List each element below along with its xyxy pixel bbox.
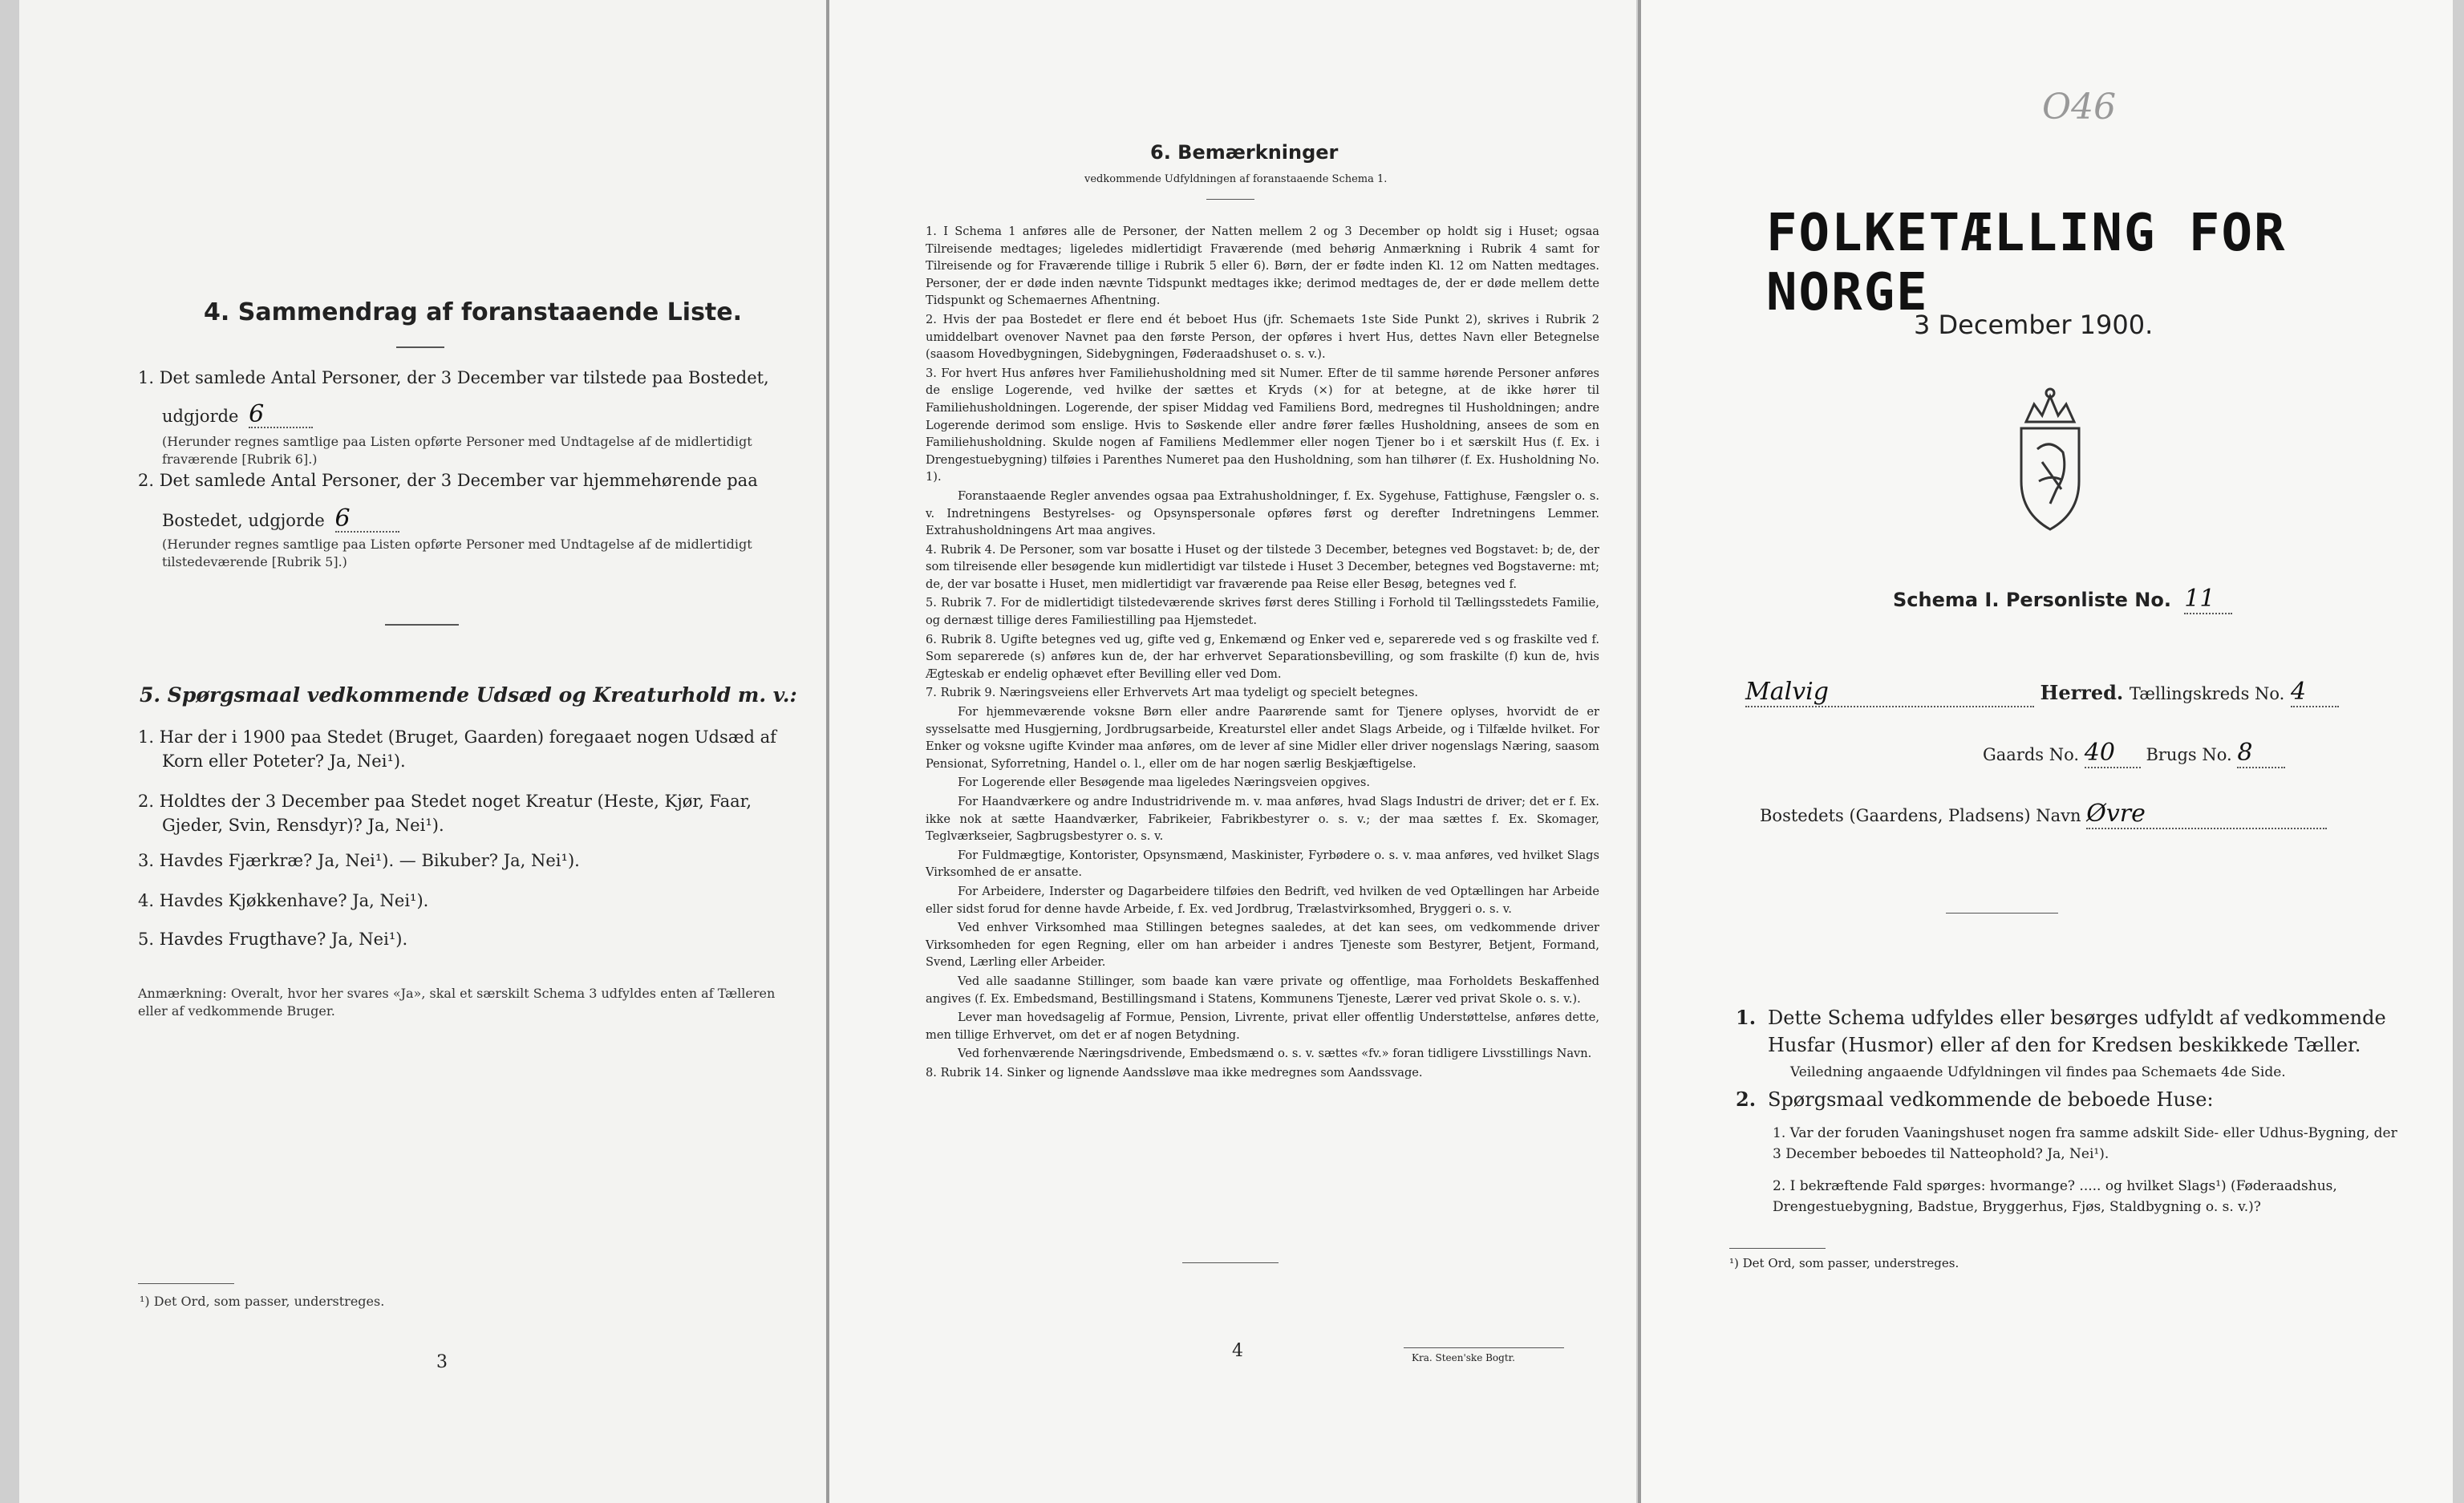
footnote: ¹) Det Ord, som passer, understreges. <box>140 1294 385 1309</box>
bosted-line <box>1760 800 2327 829</box>
s5-q1a: 1. Har der i 1900 paa Stedet (Bruget, Gaarden) foregaaet nogen Udsæd af <box>138 727 776 747</box>
note-7a: For hjemmeværende voksne Børn eller andre Paarørende samt for Tjenere oplyses, hvorvidt de er sysselsatte med Husgjerning, Jordbrugsarbeide, Kreaturstel eller andet Slags Arbeide, og i Tilfælde hvilket. For Enker og voksne ugifte Kvinder maa anføres, om de lever af sine Midler eller driver nogenslags Næring, saasom Pensionat, Syforretning, Handel o. l., eller om de har nogen særlig Beskjæftigelse. <box>926 705 1599 771</box>
note-7c: For Haandværkere og andre Industridrivende m. v. maa anføres, hvad Slags Industri de driver; det er f. Ex. ikke nok at sætte Haandværker, Fabrikeier, Fabrikbestyrer o. s. v.; der maa sættes f. Ex. Skomager, Teglværkseier, Sagbrugsbestyrer o. s. v. <box>926 795 1599 844</box>
form-title: FOLKETÆLLING FOR NORGE <box>1766 204 2287 322</box>
notes-body <box>926 223 1599 1084</box>
gaards-line <box>1983 739 2285 768</box>
anmaerkning: Anmærkning: Overalt, hvor her svares «Ja», skal et særskilt Schema 3 udfyldes enten af Tælleren eller af vedkommende Bruger. <box>138 986 776 1019</box>
kreds-value: 4 <box>2291 679 2339 707</box>
page-1 <box>1641 0 2453 1503</box>
instr2-q1: 1. Var der foruden Vaaningshuset nogen fra samme adskilt Side- eller Udhus-Bygning, der 3 December beboedes til Natteophold? Ja, Nei¹). <box>1773 1125 2397 1162</box>
divider <box>385 624 459 626</box>
brugs-value: 8 <box>2237 739 2285 768</box>
note-6: 6. Rubrik 8. Ugifte betegnes ved ug, gifte ved g, Enkemænd og Enker ved e, separerede ved s og fraskilte ved f. Som separerede (s) anføres kun de, der har erhvervet Separationsbevilling, og som fraskilte (f) kun de, hvis Ægteskab er endelig ophævet efter Bevilling eller ved Dom. <box>926 632 1599 681</box>
note-1: 1. I Schema 1 anføres alle de Personer, der Natten mellem 2 og 3 December op holdt sig i Huset; ogsaa Tilreisende medtages; ligeledes midlertidigt Fraværende (med behørig Anmærkning i Rubrik 4 samt for Tilreisende og for Fraværende tillige i Rubrik 5 eller 6). Børn, der er fødte inden Kl. 12 om Natten medtages. Personer, der er døde inden nævnte Tidspunkt medtages ikke; derimod medtages de, der er døde mellem dette Tidspunkt og Schemaernes Afhentning. <box>926 225 1599 308</box>
divider <box>1206 199 1254 200</box>
note-7h: Lever man hovedsagelig af Formue, Pension, Livrente, privat eller offentlig Understøttelse, anføres dette, men tillige Erhvervet, om det er af nogen Betydning. <box>926 1011 1599 1042</box>
q1-label: udgjorde <box>162 407 239 426</box>
note-3: 3. For hvert Hus anføres hver Familiehusholdning med sit Numer. Efter de til samme hørende Personer anføres de enslige Logerende, ved hvilke der sættes et Kryds (×) for at betegne, at de ikke hører til Familiehusholdningen. Logerende, der spiser Middag ved Familiens Bord, medregnes til Husholdningen; andre Logerende derimod som enslige. Hvis to Søskende eller andre fører fælles Husholdning, ansees de som en Familiehusholdning. Skulde nogen af Familiens Medlemmer eller nogen Tjener bo i et særskilt Hus (f. Ex. i Drengestuebygning) tilføies i Parenthes Numeret paa den Husholdning, som han tilhører (f. Ex. Husholdning No. 1). <box>926 366 1599 484</box>
notes-title: 6. Bemærkninger <box>1150 141 1339 164</box>
s5-q2b: Gjeder, Svin, Rensdyr)? Ja, Nei¹). <box>162 816 444 835</box>
note-3b: Foranstaaende Regler anvendes ogsaa paa Extrahusholdninger, f. Ex. Sygehuse, Fattighuse, Fængsler o. s. v. Indretningens Bestyrelses- og Opsynspersonale opføres først og derefter Indretningens Lemmer. Extrahusholdningens Art maa angives. <box>926 488 1599 538</box>
divider <box>1182 1262 1279 1263</box>
instr1-number: 1. <box>1736 1006 1757 1029</box>
q2-udgjorde <box>162 504 399 533</box>
s5-q1b: Korn eller Poteter? Ja, Nei¹). <box>162 752 406 771</box>
herred-label: Herred. <box>2040 681 2124 704</box>
printer-rule <box>1404 1347 1564 1348</box>
s5-q5: 5. Havdes Frugthave? Ja, Nei¹). <box>138 930 408 949</box>
footnote-rule <box>138 1283 234 1284</box>
note-2: 2. Hvis der paa Bostedet er flere end ét beboet Hus (jfr. Schemaets 1ste Side Punkt 2), skrives i Rubrik 2 umiddelbart ovenover Navnet paa den første Person, der opføres i hvert Hus, dettes Navn eller Betegnelse (saasom Hovedbygningen, Sidebygningen, Føderaadshuset o. s. v.). <box>926 312 1599 362</box>
q1-value: 6 <box>249 403 313 428</box>
footnote-rule <box>1729 1248 1826 1249</box>
instr2-text: Spørgsmaal vedkommende de beboede Huse: <box>1768 1088 2214 1111</box>
schema-text: Schema I. Personliste No. <box>1893 589 2171 611</box>
personliste-number: 11 <box>2184 585 2232 614</box>
kreds-label: Tællingskreds No. <box>2129 684 2285 703</box>
divider <box>396 346 444 348</box>
schema-label <box>1893 585 2232 614</box>
q1-udgjorde <box>162 400 313 428</box>
note-7b: For Logerende eller Besøgende maa ligeledes Næringsveien opgives. <box>958 776 1371 790</box>
instr1-text: Dette Schema udfyldes eller besørges udfyldt af vedkommende Husfar (Husmor) eller af den for Kredsen beskikkede Tæller. <box>1768 1007 2386 1056</box>
q2-value: 6 <box>335 507 399 533</box>
s5-q3: 3. Havdes Fjærkræ? Ja, Nei¹). — Bikuber? Ja, Nei¹). <box>138 851 580 870</box>
s5-q4: 4. Havdes Kjøkkenhave? Ja, Nei¹). <box>138 891 429 910</box>
s5-q2a: 2. Holdtes der 3 December paa Stedet noget Kreatur (Heste, Kjør, Faar, <box>138 792 752 811</box>
gaards-value: 40 <box>2085 739 2141 768</box>
census-date: 3 December 1900. <box>1914 310 2154 340</box>
herred-value: Malvig <box>1745 679 2034 707</box>
q2-text: 2. Det samlede Antal Personer, der 3 December var hjemmehørende paa <box>138 471 758 490</box>
note-7g: Ved alle saadanne Stillinger, som baade kan være private og offentlige, maa Forholdets Beskaffenhed angives (f. Ex. Embedsmand, Bestillingsmand i Statens, Kommunens Tjeneste, Lærer ved privat Skole o. s. v.). <box>926 974 1599 1006</box>
note-7f: Ved enhver Virksomhed maa Stillingen betegnes saaledes, at det kan sees, om vedkommende driver Virksomheden for egen Regning, eller om han arbeider i andres Tjeneste som Bestyrer, Betjent, Formand, Svend, Lærling eller Arbeider. <box>926 921 1599 970</box>
footnote: ¹) Det Ord, som passer, understreges. <box>1729 1256 1959 1270</box>
q1-text: 1. Det samlede Antal Personer, der 3 December var tilstede paa Bostedet, <box>138 368 769 387</box>
instr2-number: 2. <box>1736 1088 1757 1111</box>
instr2-q2: 2. I bekræftende Fald spørges: hvormange? ..... og hvilket Slags¹) (Føderaadshus, Drengestuebygning, Badstue, Bryggerhus, Fjøs, Staldbygning o. s. v.)? <box>1773 1178 2337 1215</box>
brugs-label: Brugs No. <box>2146 745 2232 764</box>
section-4-title: 4. Sammendrag af foranstaaende Liste. <box>204 298 743 326</box>
herred-line <box>1745 679 2387 707</box>
note-4: 4. Rubrik 4. De Personer, som var bosatte i Huset og der tilstede 3 December, betegnes ved Bogstavet: b; de, der som tilreisende eller besøgende kun midlertidigt var tilstede i Huset 3 December, betegnes ved Bogstaverne: mt; de, der var bosatte i Huset, men midlertidigt var fraværende paa Reise eller Besøg, betegnes ved f. <box>926 542 1599 591</box>
bosted-value: Øvre <box>2086 800 2327 829</box>
page-3 <box>19 0 826 1503</box>
q1-note: (Herunder regnes samtlige paa Listen opførte Personer med Undtagelse af de midlertidigt fraværende [Rubrik 6].) <box>162 434 752 467</box>
q2-note: (Herunder regnes samtlige paa Listen opførte Personer med Undtagelse af de midlertidigt tilstedeværende [Rubrik 5].) <box>162 537 752 569</box>
note-7d: For Fuldmægtige, Kontorister, Opsynsmænd, Maskinister, Fyrbødere o. s. v. maa anføres, ved hvilket Slags Virksomhed de er ansatte. <box>926 848 1599 880</box>
gaards-label: Gaards No. <box>1983 745 2080 764</box>
notes-subtitle: vedkommende Udfyldningen af foranstaaende Schema 1. <box>1084 173 1388 185</box>
section-5-title: 5. Spørgsmaal vedkommende Udsæd og Kreaturhold m. v.: <box>140 683 797 707</box>
note-7e: For Arbeidere, Inderster og Dagarbeidere tilføies den Bedrift, ved hvilken de ved Optællingen har Arbeide eller sidst forud for denne havde Arbeide, f. Ex. ved Jordbrug, Trælastvirksomhed, Bryggeri o. s. v. <box>926 884 1599 916</box>
instr1-note: Veiledning angaaende Udfyldningen vil findes paa Schemaets 4de Side. <box>1790 1064 2286 1080</box>
note-8: 8. Rubrik 14. Sinker og lignende Aandssløve maa ikke medregnes som Aandssvage. <box>926 1065 1423 1080</box>
bosted-label: Bostedets (Gaardens, Pladsens) Navn <box>1760 806 2081 825</box>
page-4 <box>829 0 1636 1503</box>
note-7: 7. Rubrik 9. Næringsveiens eller Erhvervets Art maa tydeligt og specielt betegnes. <box>926 686 1419 700</box>
note-7i: Ved forhenværende Næringsdrivende, Embedsmænd o. s. v. sættes «fv.» foran tidligere Livsstillings Navn. <box>958 1047 1592 1061</box>
page-number: 3 <box>436 1352 448 1372</box>
archive-stamp: O46 <box>2042 87 2117 128</box>
note-5: 5. Rubrik 7. For de midlertidigt tilstedeværende skrives først deres Stilling i Forhold til Tællingsstedets Familie, og dernæst tillige deres Familiestilling paa Hjemstedet. <box>926 596 1599 628</box>
q2-label: Bostedet, udgjorde <box>162 511 325 530</box>
printer-imprint: Kra. Steen'ske Bogtr. <box>1412 1352 1515 1363</box>
divider <box>1946 913 2058 914</box>
coat-of-arms-icon <box>1994 385 2106 537</box>
page-number: 4 <box>1232 1341 1243 1361</box>
